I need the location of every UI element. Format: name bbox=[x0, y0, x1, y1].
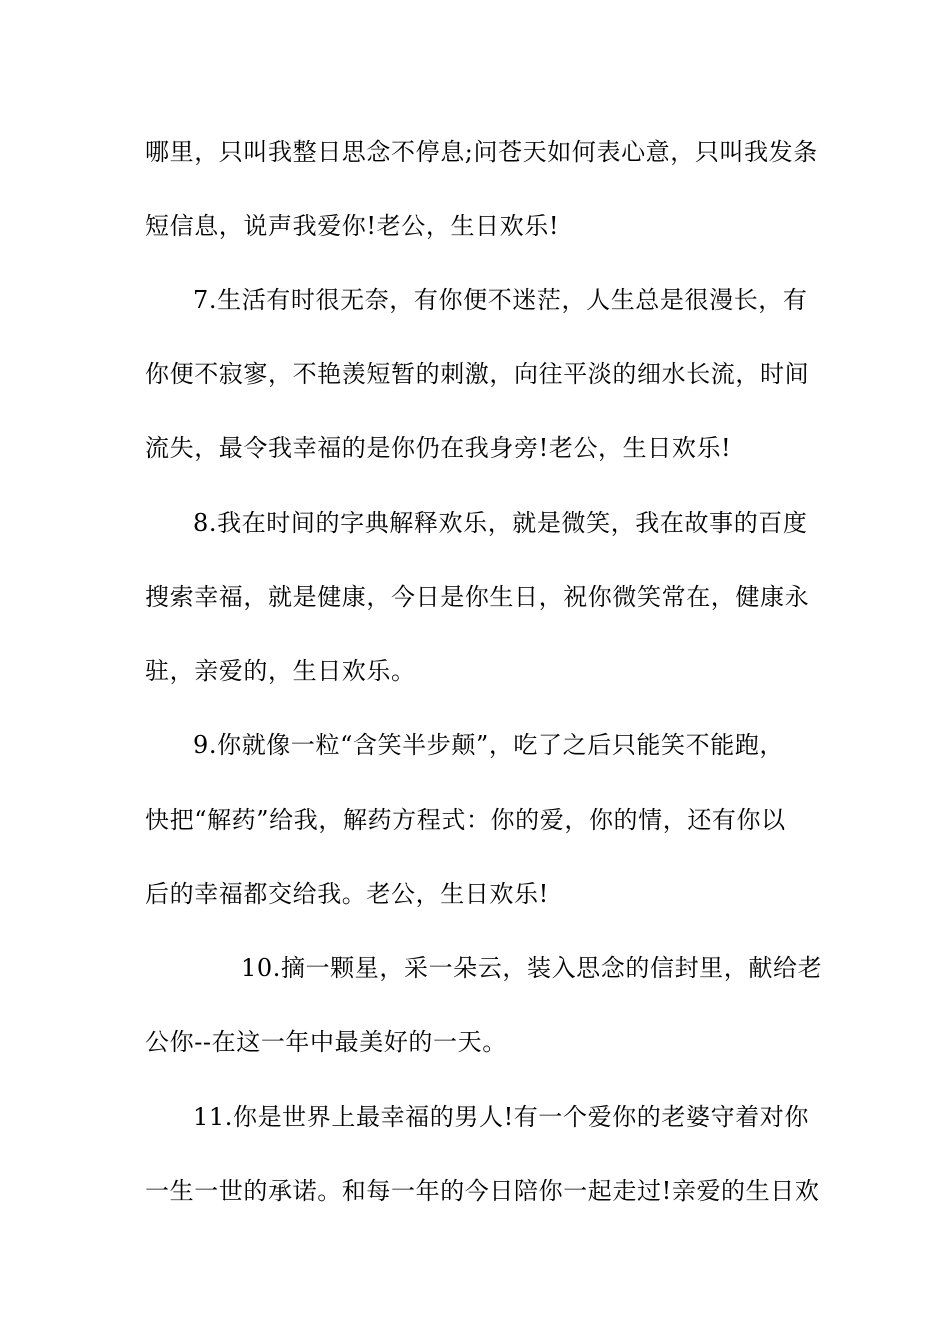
paragraph-8-line-1: 8.我在时间的字典解释欢乐，就是微笑，我在故事的百度 bbox=[193, 509, 808, 537]
paragraph-9-line-3: 后的幸福都交给我。老公，生日欢乐! bbox=[145, 880, 549, 908]
paragraph-8-line-3: 驻，亲爱的，生日欢乐。 bbox=[145, 657, 416, 685]
paragraph-8-line-2: 搜索幸福，就是健康，今日是你生日，祝你微笑常在，健康永 bbox=[145, 583, 810, 611]
paragraph-6-line-2: 哪里，只叫我整日思念不停息;问苍天如何表心意，只叫我发条 bbox=[145, 138, 818, 166]
paragraph-11-line-2: 一生一世的承诺。和每一年的今日陪你一起走过!亲爱的生日欢 bbox=[145, 1177, 820, 1205]
paragraph-11-line-1: 11.你是世界上最幸福的男人!有一个爱你的老婆守着对你 bbox=[193, 1103, 810, 1131]
paragraph-9-line-1: 9.你就像一粒“含笑半步颠”，吃了之后只能笑不能跑， bbox=[193, 731, 785, 759]
paragraph-7-line-1: 7.生活有时很无奈，有你便不迷茫，人生总是很漫长，有 bbox=[193, 286, 808, 314]
paragraph-6-line-3: 短信息，说声我爱你!老公，生日欢乐! bbox=[145, 212, 560, 240]
paragraph-7-line-3: 流失，最令我幸福的是你仍在我身旁!老公，生日欢乐! bbox=[145, 434, 732, 462]
paragraph-7-line-2: 你便不寂寥，不艳羡短暂的刺激，向往平淡的细水长流，时间 bbox=[145, 360, 810, 388]
paragraph-9-line-2: 快把“解药”给我，解药方程式：你的爱，你的情，还有你以 bbox=[145, 806, 786, 834]
paragraph-10-line-2: 公你--在这一年中最美好的一天。 bbox=[145, 1028, 507, 1056]
paragraph-10-line-1: 10.摘一颗星，采一朵云，装入思念的信封里，献给老 bbox=[241, 954, 823, 982]
